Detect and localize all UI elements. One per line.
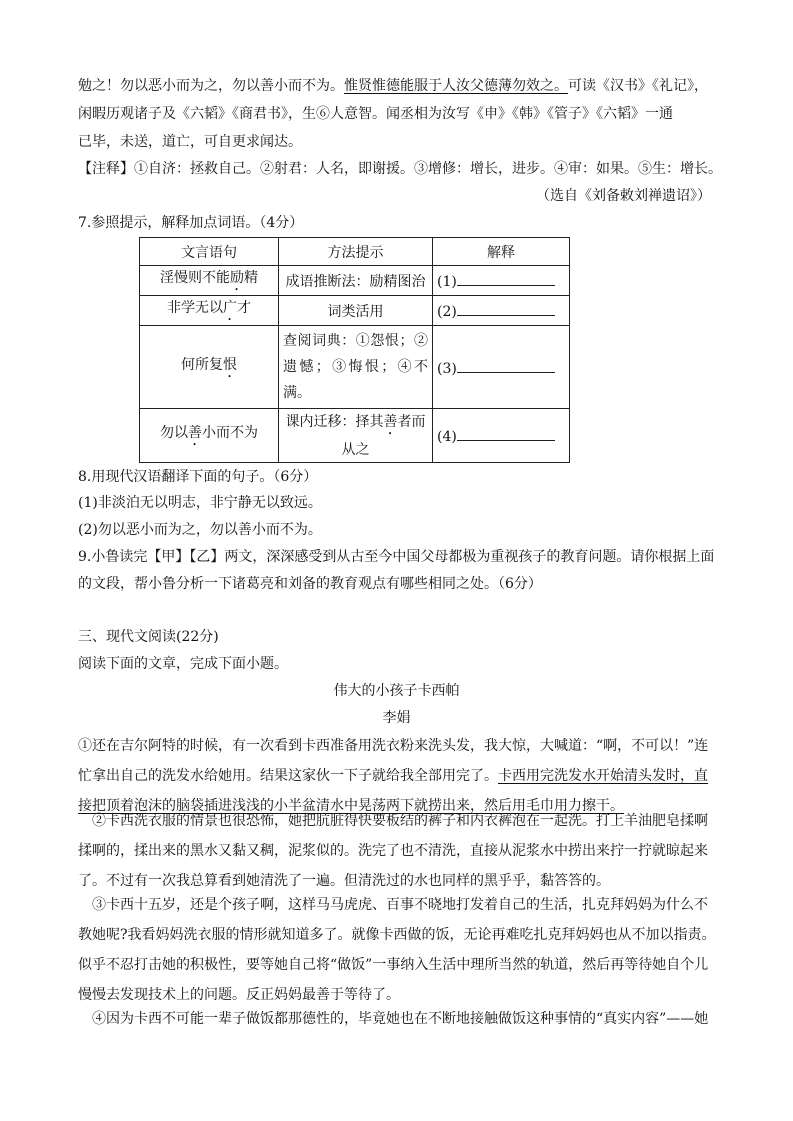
hint-cell: 查阅词典：①怨恨；②遗憾；③悔恨；④不满。 [279, 326, 433, 409]
article-author: 李娟 [382, 710, 411, 726]
answer-cell[interactable]: (3) [433, 326, 570, 409]
q8-title: 8.用现代汉语翻译下面的句子。（6分） [78, 469, 318, 485]
answer-blank [457, 426, 555, 441]
passage-line-3: 已毕，未送，道亡，可自更求闻达。 [78, 134, 302, 150]
q8-sentence-2: (2)勿以恶小而为之，勿以善小而不为。 [78, 522, 322, 538]
table-row [140, 266, 570, 296]
answer-blank [457, 358, 555, 373]
article-paragraph-4: ④因为卡西不可能一辈子做饭都那德性的，毕竟她也在不断地接触做饭这种事情的“真实内容”——她 [92, 1011, 709, 1027]
hint-cell: 课内迁移：择其善者而从之 [279, 409, 433, 463]
answer-cell[interactable]: (4) [433, 409, 570, 463]
q9-line-2: 的文段，帮小鲁分析一下诸葛亮和刘备的教育观点有哪些相同之处。（6分） [78, 576, 542, 592]
table-header-cell: 方法提示 [279, 238, 433, 266]
table-row [140, 409, 570, 463]
answer-blank [457, 301, 555, 316]
table-row [140, 326, 570, 409]
passage-line-2: 闲暇历观诸子及《六韬》《商君书》，生⑥人意智。闻丞相为汝写《申》《韩》《管子》《六韬》一通 [78, 106, 673, 122]
answer-blank [457, 271, 555, 286]
hint-cell: 词类活用 [279, 296, 433, 326]
underlined-sentence: 惟贤惟德能服于人汝父德薄勿效之。 [344, 78, 568, 94]
annotation-note: 【注释】①自济：拯救自己。②射君：人名，即谢援。③增修：增长，进步。④审：如果。⑤生：增长。 [78, 161, 722, 177]
table-header-cell: 文言语句 [140, 238, 279, 266]
passage-source: （选自《刘备敕刘禅遗诏》） [536, 188, 711, 204]
q7-title: 7.参照提示，解释加点词语。（4分） [78, 215, 304, 231]
answer-cell[interactable]: (2) [433, 296, 570, 326]
q9-line-1: 9.小鲁读完【甲】【乙】两文，深深感受到从古至今中国父母都极为重视孩子的教育问题。请你根据上面 [78, 549, 715, 565]
article-title: 伟大的小孩子卡西帕 [333, 683, 460, 699]
q7-table [139, 237, 570, 463]
answer-cell[interactable]: (1) [433, 266, 570, 296]
section-instruction: 阅读下面的文章，完成下面小题。 [78, 656, 288, 672]
article-paragraph-2: ②卡西洗衣服的情景也很恐怖，她把肮脏得快要板结的裤子和内衣裤泡在一起洗。打上羊油肥皂揉啊揉啊的，揉出来的黑水又黏又稠，泥浆似的。洗完了也不清洗，直接从泥浆水中捞出来拧一拧就晾起来了。不过有一次我总算看到她清洗了一遍。但清洗过的水也同样的黑乎乎，黏答答的。 [78, 813, 708, 889]
section-heading: 三、现代文阅读(22分) [78, 629, 219, 645]
passage-line-1 [78, 76, 708, 96]
underlined-sentence: 卡西用完洗发水开始清头发时，直接把顶着泡沫的脑袋插进浅浅的小半盆清水中晃荡两下就捞出来，然后用毛巾用力擦干。 [78, 768, 708, 814]
passage-text: 勉之！勿以恶小而为之，勿以善小而不为。 [78, 78, 344, 94]
article-paragraph-1: ①还在吉尔阿特的时候，有一次看到卡西准备用洗衣粉来洗头发，我大惊，大喊道：“啊，不可以！”连忙拿出自己的洗发水给她用。结果这家伙一下子就给我全部用完了。卡西用完洗发水开始清头发时，直接把顶着泡沫的脑袋插进浅浅的小半盆清水中晃荡两下就捞出来，然后用毛巾用力擦干。 [78, 738, 709, 814]
sentence-cell: 何所复恨 [140, 326, 279, 409]
sentence-cell: 非学无以广才 [140, 296, 279, 326]
passage-text: 可读《汉书》《礼记》， [568, 78, 708, 94]
hint-cell: 成语推断法：励精图治 [279, 266, 433, 296]
table-row [140, 296, 570, 326]
sentence-cell: 淫慢则不能励精 [140, 266, 279, 296]
sentence-cell: 勿以善小而不为 [140, 409, 279, 463]
q8-sentence-1: (1)非淡泊无以明志，非宁静无以致远。 [78, 495, 322, 511]
article-paragraph-3: ③卡西十五岁，还是个孩子啊，这样马马虎虎、百事不晓地打发着自己的生活，扎克拜妈妈为什么不教她呢?我看妈妈洗衣服的情形就知道多了。就像卡西做的饭，无论再难吃扎克拜妈妈也从不加以指责。似乎不忍打击她的积极性，要等她自己将“做饭”一事纳入生活中理所当然的轨道，然后再等待她自个儿慢慢去发现技术上的问题。反正妈妈最善于等待了。 [78, 897, 716, 1003]
table-header-cell: 解释 [433, 238, 570, 266]
table-header-row [140, 238, 570, 266]
